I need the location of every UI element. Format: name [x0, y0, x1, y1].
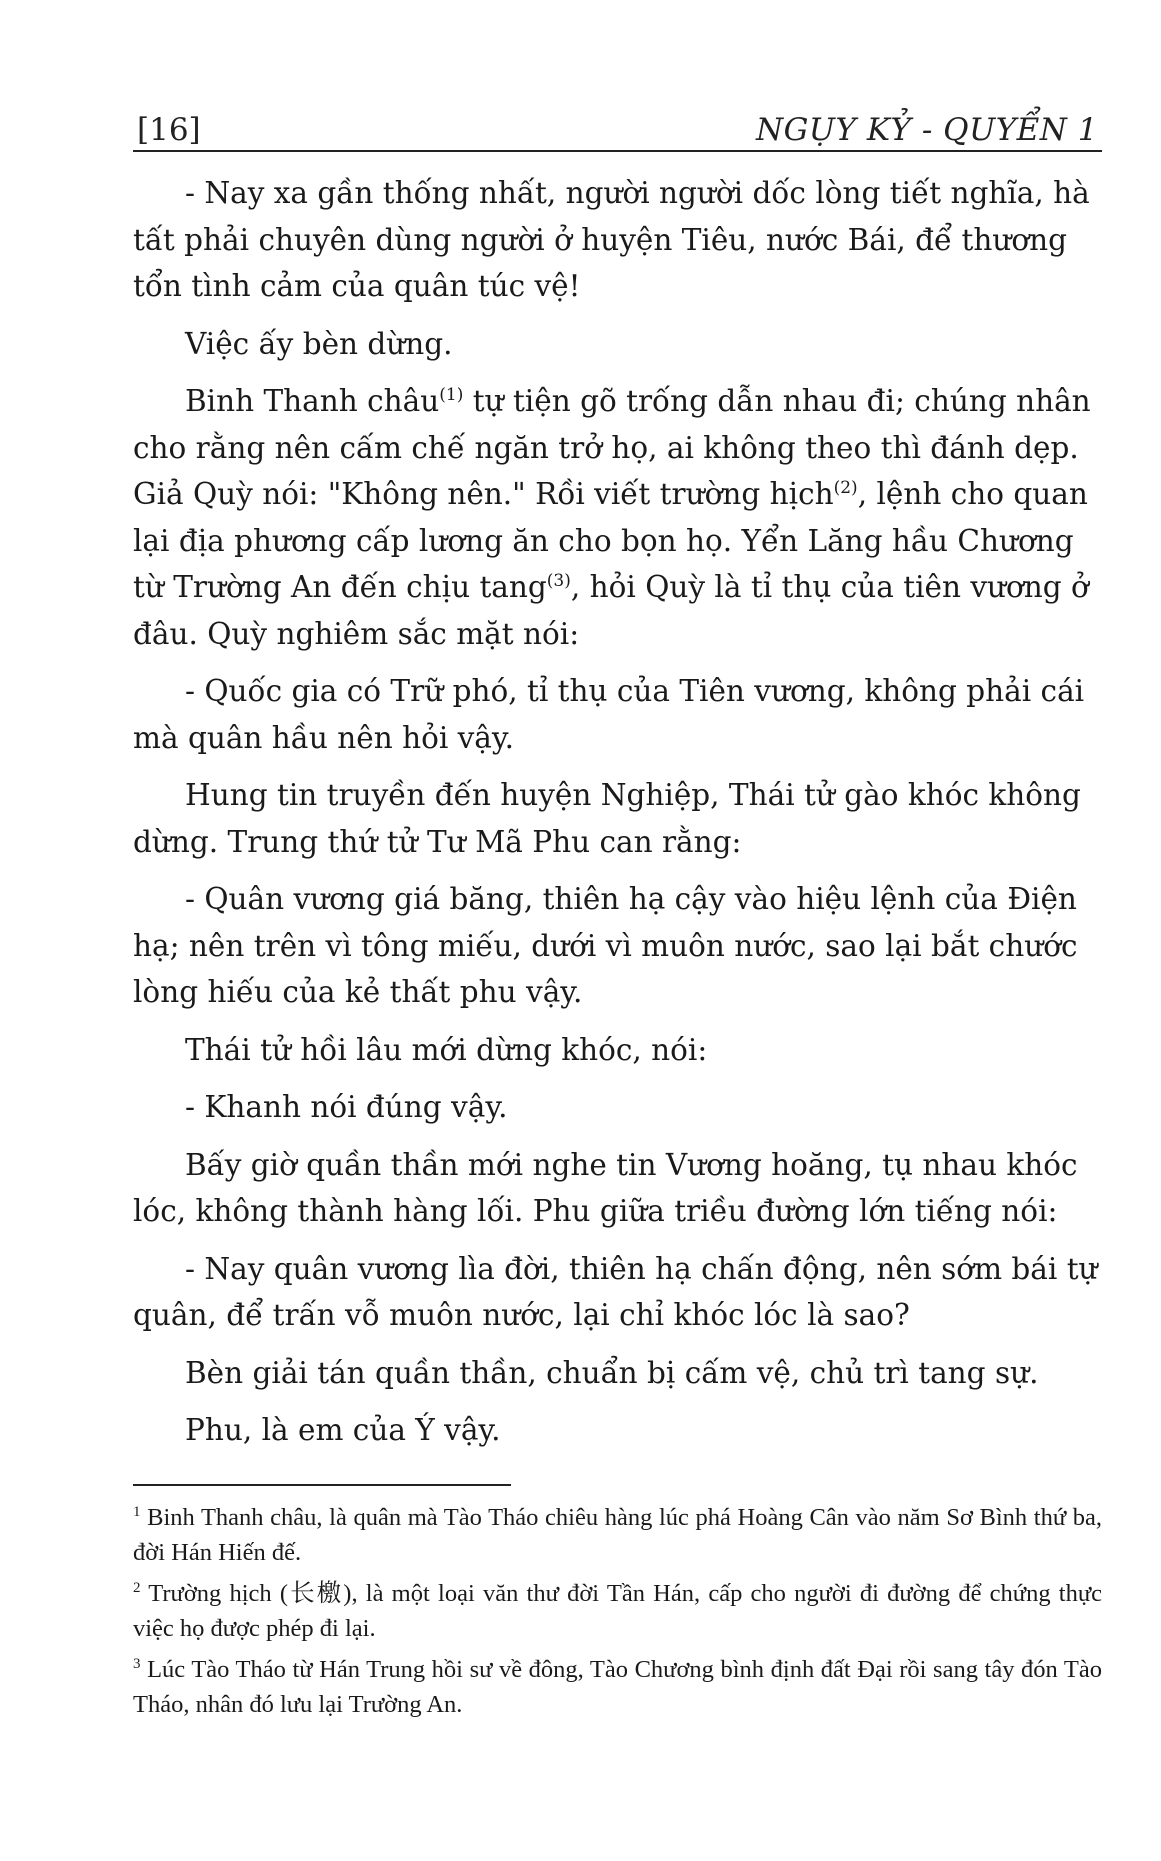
- footnote-text: Binh Thanh châu, là quân mà Tào Tháo chiêu hàng lúc phá Hoàng Cân vào năm Sơ Bình thứ ba, đời Hán Hiến đế.: [133, 1504, 1102, 1566]
- paragraph: - Quân vương giá băng, thiên hạ cậy vào hiệu lệnh của Điện hạ; nên trên vì tông miếu, dưới vì muôn nước, sao lại bắt chước lòng hiếu của kẻ thất phu vậy.: [133, 882, 1078, 1009]
- paragraph: - Khanh nói đúng vậy.: [185, 1090, 508, 1124]
- footnote-divider: [133, 1484, 511, 1486]
- book-title: NGỤY KỶ - QUYỂN 1: [756, 112, 1098, 148]
- footnotes: [133, 1500, 1102, 1728]
- page-number: [16]: [137, 112, 201, 148]
- text-span: , lệnh cho quan lại địa phương cấp lương ăn cho bọn họ. Yển Lăng hầu Chương từ Trường An đến chịu tang: [133, 477, 1088, 604]
- footnote-mark: 3: [133, 1655, 141, 1672]
- footnote-mark: 1: [133, 1503, 141, 1520]
- paragraph-with-footnotes: [133, 378, 1102, 657]
- footnote: [133, 1500, 1102, 1570]
- footnote-ref-2: (2): [833, 478, 858, 499]
- paragraph: - Nay xa gần thống nhất, người người dốc lòng tiết nghĩa, hà tất phải chuyên dùng người ở huyện Tiêu, nước Bái, để thương tổn tình cảm của quân túc vệ!: [133, 176, 1090, 303]
- page-header: [133, 108, 1102, 152]
- text-span: tự tiện gõ trống dẫn nhau đi; chúng nhân cho rằng nên cấm chế ngăn trở họ, ai không theo thì đánh dẹp. Giả Quỳ nói: "Không nên." Rồi viết trường hịch: [133, 384, 1091, 511]
- text-span: , hỏi Quỳ là tỉ thụ của tiên vương ở đâu. Quỳ nghiêm sắc mặt nói:: [133, 570, 1089, 651]
- text-span: Binh Thanh châu: [185, 384, 440, 418]
- footnote-text: Lúc Tào Tháo từ Hán Trung hồi sư về đông, Tào Chương bình định đất Đại rồi sang tây đón Tào Tháo, nhân đó lưu lại Trường An.: [133, 1656, 1103, 1718]
- paragraph: Việc ấy bèn dừng.: [185, 326, 453, 361]
- body-text: [133, 170, 1102, 1465]
- footnote-mark: 2: [133, 1579, 141, 1596]
- paragraph: Bấy giờ quần thần mới nghe tin Vương hoăng, tụ nhau khóc lóc, không thành hàng lối. Phu giữa triều đường lớn tiếng nói:: [133, 1147, 1078, 1228]
- paragraph: - Nay quân vương lìa đời, thiên hạ chấn động, nên sớm bái tự quân, để trấn vỗ muôn nước, lại chỉ khóc lóc là sao?: [133, 1251, 1098, 1332]
- paragraph: Hung tin truyền đến huyện Nghiệp, Thái tử gào khóc không dừng. Trung thứ tử Tư Mã Phu can rằng:: [133, 778, 1081, 859]
- paragraph: - Quốc gia có Trữ phó, tỉ thụ của Tiên vương, không phải cái mà quân hầu nên hỏi vậy.: [133, 674, 1085, 755]
- paragraph: Thái tử hồi lâu mới dừng khóc, nói:: [185, 1032, 708, 1067]
- footnote-ref-3: (3): [546, 571, 571, 592]
- paragraph: Phu, là em của Ý vậy.: [185, 1413, 501, 1447]
- footnote: [133, 1576, 1102, 1646]
- footnote: [133, 1652, 1102, 1722]
- footnote-text: Trường hịch (长檄), là một loại văn thư đời Tần Hán, cấp cho người đi đường để chứng thực việc họ được phép đi lại.: [133, 1580, 1102, 1642]
- footnote-ref-1: (1): [439, 385, 464, 406]
- paragraph: Bèn giải tán quần thần, chuẩn bị cấm vệ, chủ trì tang sự.: [185, 1355, 1039, 1390]
